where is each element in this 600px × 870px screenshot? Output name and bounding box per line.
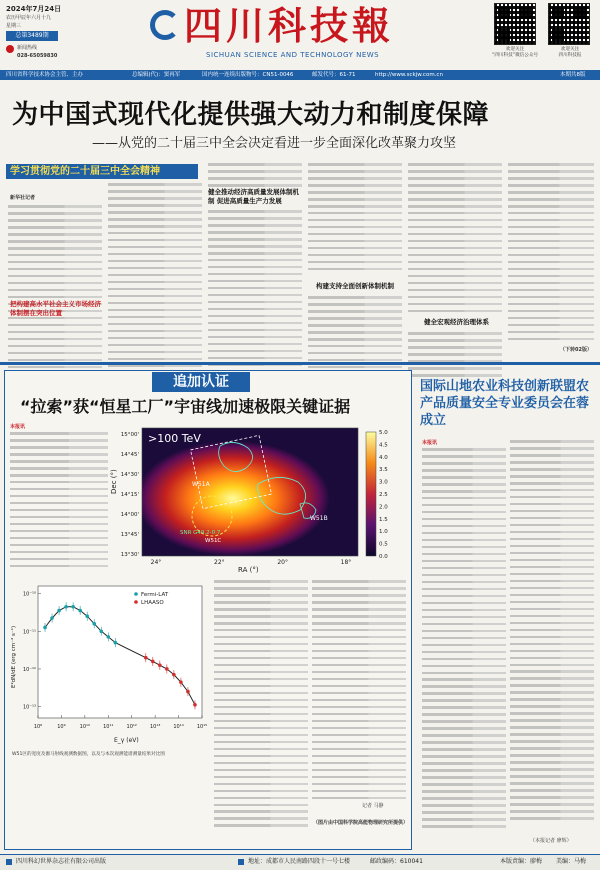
cn-number: 国内统一连续出版物号：CN51-0046 — [202, 72, 294, 78]
hotline-label: 新闻热线 — [17, 45, 38, 51]
qr-code-site — [548, 3, 590, 45]
subhead-d: 健全宏观经济治理体系 — [424, 318, 489, 326]
data-point — [165, 667, 169, 671]
lead-column-5b — [408, 332, 502, 381]
subhead-a: 把构建高水平社会主义市场经济体制摆在突出位置 — [10, 300, 101, 317]
footer-icon-2 — [238, 859, 244, 865]
x-tick-label: 22° — [214, 559, 225, 566]
subhead-c: 构建支持全面创新体制机制 — [316, 282, 394, 290]
data-point — [179, 680, 183, 684]
colorbar-tick-label: 1.0 — [379, 529, 388, 536]
lead-subheadline: ——从党的二十届三中全会决定看进一步全面深化改革聚力攻坚 — [92, 136, 457, 151]
data-point — [78, 609, 82, 613]
spectrum-chart — [8, 578, 208, 748]
footer-icon-1 — [6, 859, 12, 865]
heatmap-chart — [110, 424, 406, 574]
paper-title-en: SICHUAN SCIENCE AND TECHNOLOGY NEWS — [206, 51, 380, 59]
heatmap-title: >100 TeV — [148, 432, 201, 445]
feature-kicker: 追加认证 — [152, 372, 250, 392]
spectrum-plot-area — [38, 586, 202, 718]
section-banner-text: 学习贯彻党的二十届三中全会精神 — [10, 166, 160, 177]
legend-label: LHAASO — [141, 600, 164, 606]
lead-column-6 — [508, 163, 594, 345]
data-point — [92, 622, 96, 626]
data-point — [144, 656, 148, 660]
data-point — [114, 641, 118, 645]
spectrum-x-label: E_γ (eV) — [114, 737, 139, 744]
figure-caption: W51区的宽度及伽马射线观测数据图，以及与本次观测能谱测量结果对比图 — [12, 752, 165, 757]
feature-column-2 — [214, 580, 308, 831]
colorbar-tick-label: 1.5 — [379, 516, 388, 523]
lead-headline: 为中国式现代化提供强大动力和制度保障 — [12, 100, 490, 130]
x-tick-label: 10¹² — [126, 724, 137, 730]
data-point — [71, 605, 75, 609]
qr-caption-site: 欢迎关注 四川科技报 — [558, 47, 582, 58]
colorbar-tick-label: 3.0 — [379, 479, 388, 486]
x-tick-label: 24° — [150, 559, 162, 566]
heatmap-x-ticks — [151, 559, 352, 566]
paper-logo — [150, 4, 450, 52]
data-point — [151, 660, 155, 664]
feature-reporter: 记者 马静 — [362, 803, 384, 809]
data-point — [158, 663, 162, 667]
y-tick-label: 14°30' — [120, 472, 139, 478]
x-tick-label: 10¹³ — [149, 724, 161, 730]
colorbar — [366, 432, 376, 556]
data-point — [99, 629, 103, 633]
heatmap-plot-area — [142, 428, 358, 556]
feature-lede-tag: 本报讯 — [10, 424, 26, 430]
footer-bar — [0, 854, 600, 870]
heatmap-y-ticks — [121, 432, 139, 558]
spectrum-y-label: E²dN/dE (erg cm⁻² s⁻¹) — [11, 625, 17, 688]
y-tick-label: 14°15' — [120, 492, 139, 498]
footer-postcode: 邮政编码：610041 — [370, 858, 423, 865]
feature-column-1 — [10, 432, 108, 572]
hotline-number: 028-65059830 — [17, 53, 58, 59]
feature-credit: （图片由中国科学院高能物理研究所提供） — [312, 820, 408, 826]
y-tick-label: 13°30' — [120, 552, 139, 558]
colorbar-tick-label: 0.5 — [379, 541, 388, 548]
masthead — [0, 0, 600, 68]
label-w51a: W51A — [192, 481, 210, 488]
subhead-b: 健全推动经济高质量发展体制机制 促进高质量生产力发展 — [208, 188, 299, 205]
heatmap-x-label: RA (°) — [238, 566, 259, 574]
data-point — [172, 673, 176, 677]
colorbar-tick-label: 0.0 — [379, 554, 388, 560]
data-point — [43, 626, 47, 630]
legend-swatch — [134, 592, 138, 596]
phone-icon — [6, 45, 14, 53]
issue-date: 2024年7月24日 — [6, 5, 62, 13]
data-point — [50, 616, 54, 620]
website: http://www.sckjw.com.cn — [375, 72, 443, 78]
lunar-date: 农历甲辰年六月十九 — [6, 15, 52, 21]
x-tick-label: 20° — [277, 559, 288, 566]
colorbar-tick-label: 2.5 — [379, 492, 388, 498]
x-tick-label: 10⁹ — [57, 724, 66, 730]
side-lede-tag: 本报讯 — [422, 440, 438, 446]
post-code: 邮发代号：61-71 — [312, 72, 356, 78]
issue-number-badge: 总第3489期 — [6, 31, 58, 41]
footer-printer: 四川科幻世界杂志社有限公司出版 — [16, 858, 107, 865]
byline: 新华社记者 — [10, 195, 36, 201]
continued-note: （下转02版） — [560, 347, 592, 353]
label-w51c: W51C — [205, 538, 222, 544]
footer-editor: 本版责编：廖梅 — [500, 858, 543, 865]
side-headline: 国际山地农业科技创新联盟农产品质量安全专业委员会在蓉成立 — [420, 379, 590, 428]
x-tick-label: 10⁸ — [33, 724, 43, 730]
lead-column-3 — [208, 163, 302, 191]
colorbar-ticks — [379, 430, 388, 560]
section-divider — [0, 362, 600, 365]
data-point — [186, 690, 190, 694]
label-snr: SNR G49.2-0.7 — [180, 530, 221, 536]
footer-designer: 美编：马梅 — [556, 858, 587, 865]
y-tick-label: 14°45' — [120, 452, 139, 458]
y-tick-label: 14°00' — [120, 512, 139, 518]
lead-column-5 — [408, 163, 502, 317]
data-point — [57, 609, 61, 613]
y-tick-label: 10⁻¹² — [22, 666, 36, 673]
colorbar-tick-label: 4.0 — [379, 454, 388, 461]
colorbar-tick-label: 5.0 — [379, 430, 388, 436]
x-tick-label: 10¹⁵ — [196, 724, 208, 730]
feature-column-3 — [312, 580, 406, 804]
side-reporter: （本报记者 廖辉） — [530, 838, 572, 844]
weekday: 星期三 — [6, 23, 22, 29]
data-point — [106, 635, 110, 639]
colorbar-tick-label: 3.5 — [379, 467, 388, 474]
colorbar-tick-label: 4.5 — [379, 442, 388, 449]
x-tick-label: 10¹⁴ — [173, 724, 184, 730]
section-banner — [6, 164, 198, 179]
footer-address: 地址：成都市人民南路四段十一号七楼 — [248, 858, 351, 865]
data-point — [193, 703, 197, 707]
y-tick-label: 13°45' — [120, 532, 139, 538]
page-count: 本期共8版 — [560, 72, 586, 78]
y-tick-label: 10⁻¹⁰ — [22, 591, 36, 598]
y-tick-label: 15°00' — [120, 432, 139, 438]
legend-label: Fermi-LAT — [141, 592, 169, 598]
lead-column-4 — [308, 163, 402, 275]
y-tick-label: 10⁻¹¹ — [22, 629, 36, 636]
label-w51b: W51B — [310, 515, 328, 522]
data-point — [64, 605, 68, 609]
paper-title: 四川科技報 — [184, 3, 395, 48]
logo-swirl-icon — [150, 10, 180, 40]
side-column-2 — [510, 440, 594, 824]
side-column-1 — [422, 448, 506, 832]
qr-caption-wechat: 欢迎关注 “四川科技”微信公众号 — [491, 47, 539, 58]
x-tick-label: 10¹¹ — [103, 724, 114, 730]
x-tick-label: 18° — [340, 559, 352, 566]
y-tick-label: 10⁻¹³ — [22, 704, 36, 711]
x-tick-label: 10¹⁰ — [79, 724, 91, 730]
data-point — [85, 614, 89, 618]
heatmap-y-label: Dec (°) — [110, 469, 118, 494]
feature-headline: “拉索”获“恒星工厂”宇宙线加速极限关键证据 — [20, 397, 351, 416]
qr-code-wechat — [494, 3, 536, 45]
chief-editor: 总编辑(代)：窦再军 — [132, 72, 181, 78]
colorbar-tick-label: 2.0 — [379, 504, 388, 511]
info-bar — [0, 70, 600, 80]
sponsor: 四川省科学技术协会主管、主办 — [6, 72, 84, 78]
legend-swatch — [134, 600, 138, 604]
